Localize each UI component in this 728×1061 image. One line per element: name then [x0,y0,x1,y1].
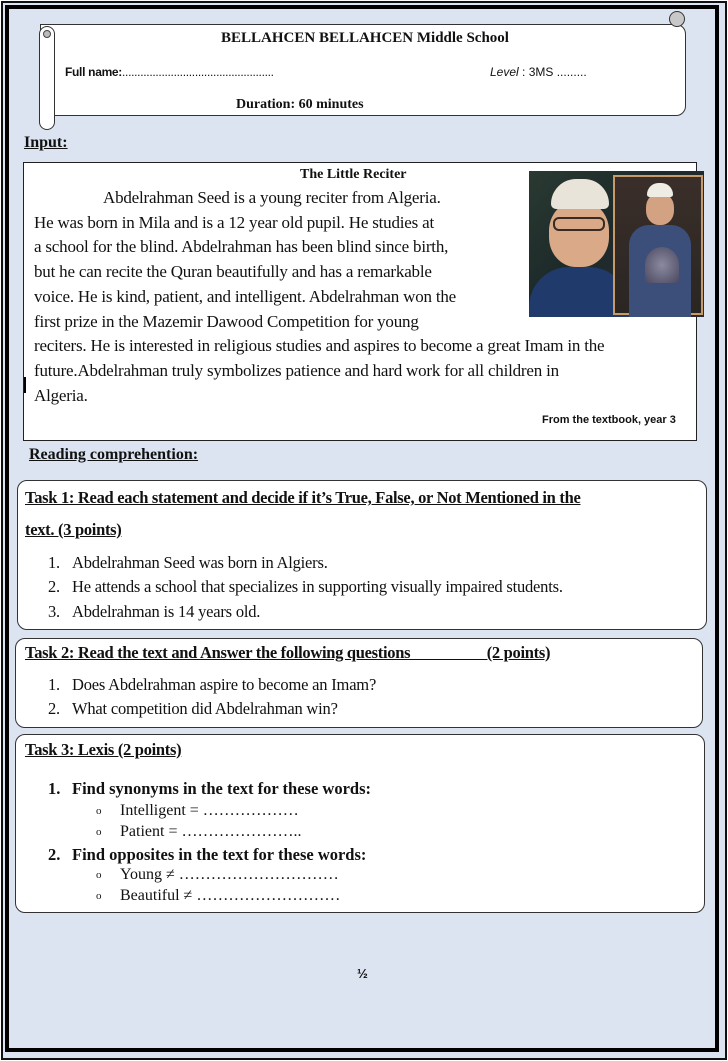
passage-line: voice. He is kind, patient, and intelligent. Abdelrahman won the [34,286,457,306]
opposite-item: o Beautiful ≠ ……………………… [96,887,341,904]
bullet-icon: o [96,805,102,818]
level-label: Level [490,65,519,79]
bullet-icon: o [96,890,102,903]
task1-title: Task 1: Read each statement and decide if it’s True, False, or Not Mentioned in the [25,488,581,507]
page-number: ½ [357,966,368,981]
level-field [490,65,587,79]
bullet-icon: o [96,826,102,839]
full-name-blank[interactable]: .................................................. [122,65,274,79]
passage-line: a school for the blind. Abdelrahman has been blind since birth, [34,237,449,257]
passage-line: but he can recite the Quran beautifully and has a remarkable [34,262,432,282]
synonym-item: o Patient = ………………….. [96,823,302,840]
full-name-field[interactable] [65,65,274,79]
trophy-icon [645,247,679,283]
synonyms-heading: 1. Find synonyms in the text for these words: [48,779,371,798]
synonym-item: o Intelligent = ……………… [96,802,299,819]
passage-line: Abdelrahman Seed is a young reciter from Algeria. [103,188,441,207]
task2-item: 1. Does Abdelrahman aspire to become an Imam? [48,675,377,694]
duration: Duration: 60 minutes [236,97,364,112]
level-value: : 3MS ......... [518,65,587,79]
inset-photo [613,175,703,315]
school-name: BELLAHCEN BELLAHCEN Middle School [221,30,509,46]
task2-item: 2. What competition did Abdelrahman win? [48,699,338,718]
passage-line: future.Abdelrahman truly symbolizes patience and hard work for all children in [34,360,559,380]
task1-item: 3. Abdelrahman is 14 years old. [48,602,261,621]
bullet-icon: o [96,869,102,882]
task3-title: Task 3: Lexis (2 points) [25,740,182,759]
scroll-roll-icon [39,26,55,130]
passage-line: He was born in Mila and is a 12 year old pupil. He studies at [34,212,434,232]
reading-heading: Reading comprehention: [29,446,199,463]
task2-title: Task 2: Read the text and Answer the following questions (2 points) [25,643,551,662]
reciter-photo [529,171,704,317]
passage-line: Algeria. [34,385,88,405]
task1-item: 1. Abdelrahman Seed was born in Algiers. [48,553,328,572]
opposite-item: o Young ≠ ………………………… [96,866,339,883]
passage-line: first prize in the Mazemir Dawood Competition for young [34,311,419,331]
passage-line: reciters. He is interested in religious studies and aspires to become a great Imam in the [34,336,605,356]
passage-title: The Little Reciter [300,167,407,182]
opposites-heading: 2. Find opposites in the text for these words: [48,845,367,864]
scroll-curl-icon [669,11,685,27]
text-cursor [24,377,26,393]
full-name-label: Full name: [65,65,123,79]
task1-title-cont: text. (3 points) [25,520,122,539]
input-heading: Input: [24,134,68,151]
passage-source: From the textbook, year 3 [542,414,676,426]
task1-item: 2. He attends a school that specializes in supporting visually impaired students. [48,577,563,596]
